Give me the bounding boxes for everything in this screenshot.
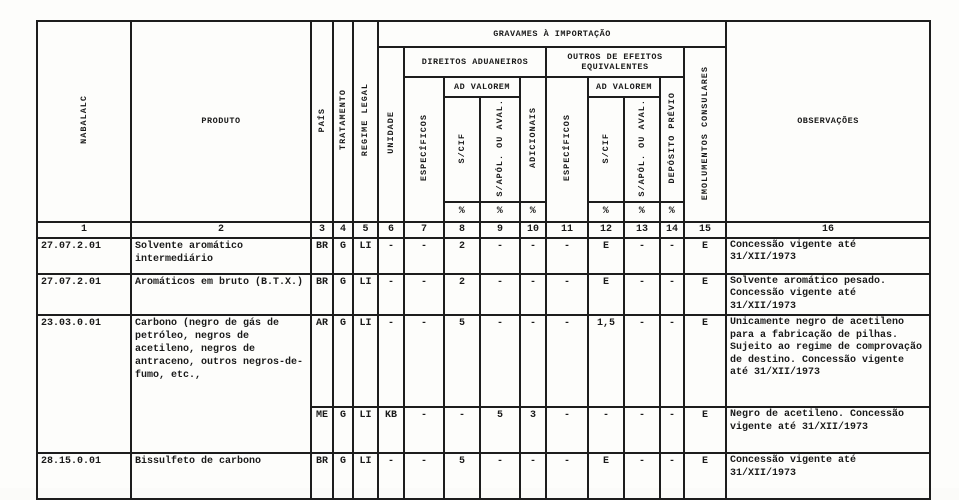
cell-observacoes: Concessão vigente até 31/XII/1973: [726, 238, 930, 274]
cell-unidade: KB: [378, 407, 404, 453]
header-tratamento: [333, 21, 353, 222]
cell-direitos-especificos: -: [404, 407, 444, 453]
cell-outros-scif: E: [588, 238, 624, 274]
cell-regime: LI: [353, 407, 378, 453]
cell-product: Carbono (negro de gás de petróleo, negros de acetileno, negros de antraceno, outros negros-de-fumo, etc.,: [131, 315, 311, 453]
cell-regime: LI: [353, 453, 378, 499]
tariff-table: [36, 20, 931, 500]
table-row: [37, 274, 930, 316]
percent-cell: %: [480, 202, 520, 222]
table-row: [37, 453, 930, 499]
cell-direitos-especificos: -: [404, 453, 444, 499]
header-gravames-importacao: GRAVAMES À IMPORTAÇÃO: [378, 21, 726, 47]
header-row-numbers: [37, 222, 930, 238]
header-emolumentos-label: EMOLUMENTOS CONSULARES: [699, 65, 710, 200]
header-adicionais: [520, 77, 546, 202]
header-deposito-previo-label: DEPÓSITO PRÉVIO: [666, 92, 677, 184]
header-observacoes: OBSERVAÇÕES: [726, 21, 930, 222]
header-direitos-especificos-label: ESPECÍFICOS: [418, 114, 429, 182]
cell-emolumentos: E: [684, 453, 726, 499]
cell-nab-code: 27.07.2.01: [37, 274, 131, 316]
cell-nab-code: 28.15.0.01: [37, 453, 131, 499]
cell-adicionais: -: [520, 238, 546, 274]
col-number: 14: [660, 222, 684, 238]
cell-outros-especificos: -: [546, 274, 588, 316]
cell-tratamento: G: [333, 453, 353, 499]
header-pais: [311, 21, 333, 222]
cell-pais: BR: [311, 274, 333, 316]
header-produto: [131, 21, 311, 222]
cell-pais: AR: [311, 315, 333, 407]
col-number: 13: [624, 222, 660, 238]
cell-outros-especificos: -: [546, 453, 588, 499]
cell-observacoes: Negro de acetileno. Concessão vigente até 31/XII/1973: [726, 407, 930, 453]
cell-direitos-sapol: -: [480, 274, 520, 316]
cell-direitos-scif: 2: [444, 238, 480, 274]
header-outros-sapol: [624, 97, 660, 202]
cell-regime: LI: [353, 238, 378, 274]
header-regime-legal: [353, 21, 378, 222]
cell-pais: BR: [311, 453, 333, 499]
cell-outros-sapol: -: [624, 274, 660, 316]
percent-cell: %: [444, 202, 480, 222]
cell-observacoes: Concessão vigente até 31/XII/1973: [726, 453, 930, 499]
cell-unidade: -: [378, 238, 404, 274]
cell-regime: LI: [353, 274, 378, 316]
header-unidade: [378, 47, 404, 222]
header-outros-scif: [588, 97, 624, 202]
cell-unidade: -: [378, 453, 404, 499]
cell-direitos-scif: 5: [444, 453, 480, 499]
cell-unidade: -: [378, 274, 404, 316]
header-emolumentos-consulares: [684, 47, 726, 222]
header-unidade-label: UNIDADE: [385, 111, 396, 155]
cell-deposito: -: [660, 274, 684, 316]
col-number: 12: [588, 222, 624, 238]
header-outros-ad-valorem: AD VALOREM: [588, 77, 660, 97]
cell-deposito: -: [660, 238, 684, 274]
cell-direitos-sapol: 5: [480, 407, 520, 453]
header-outros-especificos: [546, 77, 588, 222]
cell-outros-scif: -: [588, 407, 624, 453]
header-regime-legal-label: REGIME LEGAL: [360, 83, 371, 157]
cell-adicionais: -: [520, 453, 546, 499]
header-direitos-scif: [444, 97, 480, 202]
col-number: 9: [480, 222, 520, 238]
col-number: 3: [311, 222, 333, 238]
cell-tratamento: G: [333, 238, 353, 274]
col-number: 8: [444, 222, 480, 238]
table-row: [37, 315, 930, 407]
cell-adicionais: 3: [520, 407, 546, 453]
cell-direitos-scif: -: [444, 407, 480, 453]
percent-cell: %: [520, 202, 546, 222]
header-direitos-aduaneiros: DIREITOS ADUANEIROS: [404, 47, 546, 77]
cell-outros-sapol: -: [624, 238, 660, 274]
cell-direitos-sapol: -: [480, 238, 520, 274]
cell-direitos-sapol: -: [480, 453, 520, 499]
percent-cell: %: [660, 202, 684, 222]
cell-observacoes: Unicamente negro de acetileno para a fabricação de pilhas. Sujeito ao regime de comprovação de destino. Concessão vigente até 31/XII/1973: [726, 315, 930, 407]
header-direitos-especificos: [404, 77, 444, 222]
header-direitos-ad-valorem: AD VALOREM: [444, 77, 520, 97]
header-row-gravames: [37, 21, 930, 47]
header-direitos-scif-label: S/CIF: [456, 132, 467, 164]
cell-outros-especificos: -: [546, 407, 588, 453]
cell-tratamento: G: [333, 407, 353, 453]
header-outros-efeitos: OUTROS DE EFEITOS EQUIVALENTES: [546, 47, 684, 77]
header-outros-scif-label: S/CIF: [600, 132, 611, 164]
cell-regime: LI: [353, 315, 378, 407]
cell-observacoes: Solvente aromático pesado. Concessão vigente até 31/XII/1973: [726, 274, 930, 316]
header-produto-label: PRODUTO: [201, 116, 241, 127]
header-direitos-sapol: [480, 97, 520, 202]
cell-direitos-especificos: -: [404, 238, 444, 274]
col-number: 15: [684, 222, 726, 238]
col-number: 11: [546, 222, 588, 238]
cell-emolumentos: E: [684, 238, 726, 274]
cell-direitos-sapol: -: [480, 315, 520, 407]
percent-cell: %: [624, 202, 660, 222]
header-pais-label: PAÍS: [316, 107, 327, 133]
cell-deposito: -: [660, 453, 684, 499]
cell-pais: BR: [311, 238, 333, 274]
col-number: 6: [378, 222, 404, 238]
col-number: 1: [37, 222, 131, 238]
col-number: 5: [353, 222, 378, 238]
col-number: 10: [520, 222, 546, 238]
col-number: 2: [131, 222, 311, 238]
cell-direitos-scif: 5: [444, 315, 480, 407]
header-outros-sapol-label: S/APÓL. OU AVAL.: [636, 99, 647, 197]
cell-deposito: -: [660, 407, 684, 453]
cell-nab-code: 27.07.2.01: [37, 238, 131, 274]
cell-product: Solvente aromático intermediário: [131, 238, 311, 274]
cell-deposito: -: [660, 315, 684, 407]
cell-direitos-scif: 2: [444, 274, 480, 316]
cell-outros-sapol: -: [624, 453, 660, 499]
col-number: 7: [404, 222, 444, 238]
cell-direitos-especificos: -: [404, 315, 444, 407]
cell-adicionais: -: [520, 274, 546, 316]
cell-direitos-especificos: -: [404, 274, 444, 316]
cell-product: Aromáticos em bruto (B.T.X.): [131, 274, 311, 316]
header-direitos-sapol-label: S/APÓL. OU AVAL.: [494, 99, 505, 197]
header-tratamento-label: TRATAMENTO: [337, 89, 348, 151]
header-nab: [37, 21, 131, 222]
header-deposito-previo: [660, 77, 684, 202]
col-number: 16: [726, 222, 930, 238]
cell-outros-especificos: -: [546, 238, 588, 274]
cell-outros-scif: E: [588, 453, 624, 499]
cell-emolumentos: E: [684, 407, 726, 453]
cell-emolumentos: E: [684, 315, 726, 407]
header-outros-especificos-label: ESPECÍFICOS: [561, 114, 572, 182]
cell-tratamento: G: [333, 274, 353, 316]
cell-outros-sapol: -: [624, 315, 660, 407]
cell-outros-sapol: -: [624, 407, 660, 453]
cell-product: Bissulfeto de carbono: [131, 453, 311, 499]
col-number: 4: [333, 222, 353, 238]
cell-unidade: -: [378, 315, 404, 407]
cell-outros-scif: E: [588, 274, 624, 316]
header-adicionais-label: ADICIONAIS: [527, 107, 538, 169]
cell-emolumentos: E: [684, 274, 726, 316]
cell-pais: ME: [311, 407, 333, 453]
cell-outros-scif: 1,5: [588, 315, 624, 407]
cell-tratamento: G: [333, 315, 353, 407]
cell-outros-especificos: -: [546, 315, 588, 407]
header-nab-label: NABALALC: [78, 95, 89, 145]
cell-nab-code: 23.03.0.01: [37, 315, 131, 453]
cell-adicionais: -: [520, 315, 546, 407]
percent-cell: %: [588, 202, 624, 222]
table-row: [37, 238, 930, 274]
